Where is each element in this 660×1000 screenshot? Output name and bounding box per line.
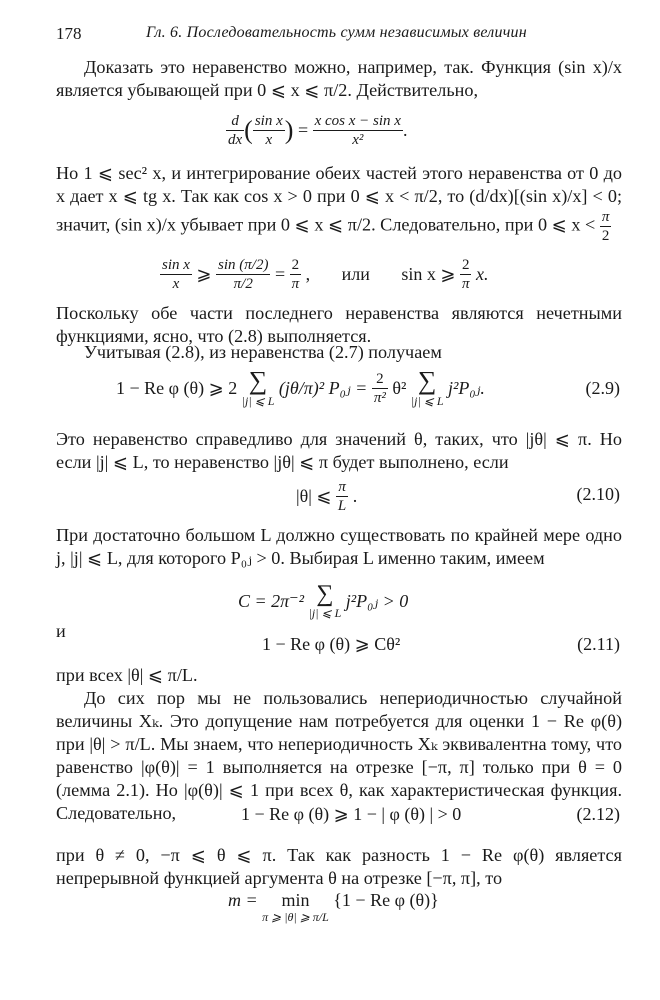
derivative-formula: $\frac{d}{dx}$ ( $\frac{\text{sin x}}{x}$ ) = $\frac{\text{x cos x − sin x}}{\text{x²}}$ . bbox=[228, 113, 408, 148]
running-title: Гл. 6. Последовательность сумм независимых величин bbox=[146, 24, 527, 41]
fraction: $\frac{\pi}{2}$ bbox=[601, 209, 610, 244]
paragraph-4: Учитывая (2.8), из неравенства (2.7) получаем bbox=[84, 342, 442, 362]
fraction: $\frac{\text{sin x}}{x}$ bbox=[254, 113, 283, 148]
page-header bbox=[56, 24, 616, 54]
equation-2-10: |θ| ⩽ $\frac{\pi}{L}$ . bbox=[296, 479, 358, 514]
fraction: $\frac{\text{x cos x − sin x}}{\text{x²}}$ bbox=[314, 113, 401, 148]
paragraph-9: До сих пор мы не пользовались непериодичностью случайной величины Xₖ. Это допущение нам потребуется для оценки 1 − Re φ(θ) при |θ| > π/L. Мы знаем, что непериодичность Xₖ эквивалентна тому, что равенство |φ(θ)| = 1 выполняется на отрезке [−π, π] только при θ = 0 (лемма 2.1). Но |φ(θ)| ⩽ 1 при всех θ, как характеристическая функция. Следовательно, bbox=[56, 688, 622, 823]
sine-inequality: $\frac{\text{sin x}}{x}$ ⩾ $\frac{\sin (\pi/2)}{\pi/2}$ = $\frac{2}{\pi}$ , или sin x ⩾ $\frac{2}{\pi}$ x. bbox=[162, 257, 489, 292]
page-number: 178 bbox=[56, 24, 82, 43]
paragraph-7: и bbox=[56, 621, 66, 641]
paragraph-10: при θ ≠ 0, −π ⩽ θ ⩽ π. Так как разность 1 − Re φ(θ) является непрерывной функцией аргумента θ на отрезке [−π, π], то bbox=[56, 845, 622, 888]
paragraph-8: при всех |θ| ⩽ π/L. bbox=[56, 665, 198, 685]
paragraph-6: При достаточно большом L должно существовать по крайней мере одно j, |j| ⩽ L, для которого P₀ⱼ > 0. Выбирая L именно таким, имеем bbox=[56, 525, 622, 568]
equation-number: (2.11) bbox=[577, 634, 620, 654]
paragraph-5: Это неравенство справедливо для значений θ, таких, что |jθ| ⩽ π. Но если |j| ⩽ L, то неравенство |jθ| ⩽ π будет выполнено, если bbox=[56, 429, 622, 472]
equation-number: (2.10) bbox=[576, 484, 620, 504]
equation-C: C = 2π⁻² ∑ |j| ⩽ L j²P₀ⱼ > 0 bbox=[238, 581, 409, 620]
equation-2-9: 1 − Re φ (θ) ⩾ 2 ∑ |j| ⩽ L (jθ/π)² P₀ⱼ = $\frac{2}{\text{π²}}$ θ² ∑ |j| ⩽ L j²P₀ⱼ. bbox=[116, 366, 485, 408]
paragraph-2: Но 1 ⩽ sec² x, и интегрирование обеих частей этого неравенства от 0 до x дает x ⩽ tg x. Так как cos x > 0 при 0 ⩽ x < π/2, то (d/dx)[(sin x)/x] < 0; значит, (sin x)/x убывает при 0 ⩽ x ⩽ π/2. Следовательно, при 0 ⩽ x < $\frac{\pi}{2}$ bbox=[56, 163, 622, 244]
fraction: $\frac{d}{dx}$ bbox=[228, 113, 243, 148]
equation-2-11: 1 − Re φ (θ) ⩾ Cθ² bbox=[262, 634, 401, 654]
equation-2-12: 1 − Re φ (θ) ⩾ 1 − | φ (θ) | > 0 bbox=[241, 804, 462, 824]
paragraph-1: Доказать это неравенство можно, например, так. Функция (sin x)/x является убывающей при 0 ⩽ x ⩽ π/2. Действительно, bbox=[56, 57, 622, 100]
equation-number: (2.9) bbox=[585, 378, 620, 398]
equation-m: m = min π ⩾ |θ| ⩾ π/L {1 − Re φ (θ)} bbox=[228, 890, 439, 924]
equation-number: (2.12) bbox=[576, 804, 620, 824]
paragraph-3: Поскольку обе части последнего неравенства являются нечетными функциями, ясно, что (2.8) выполняется. bbox=[56, 303, 622, 346]
